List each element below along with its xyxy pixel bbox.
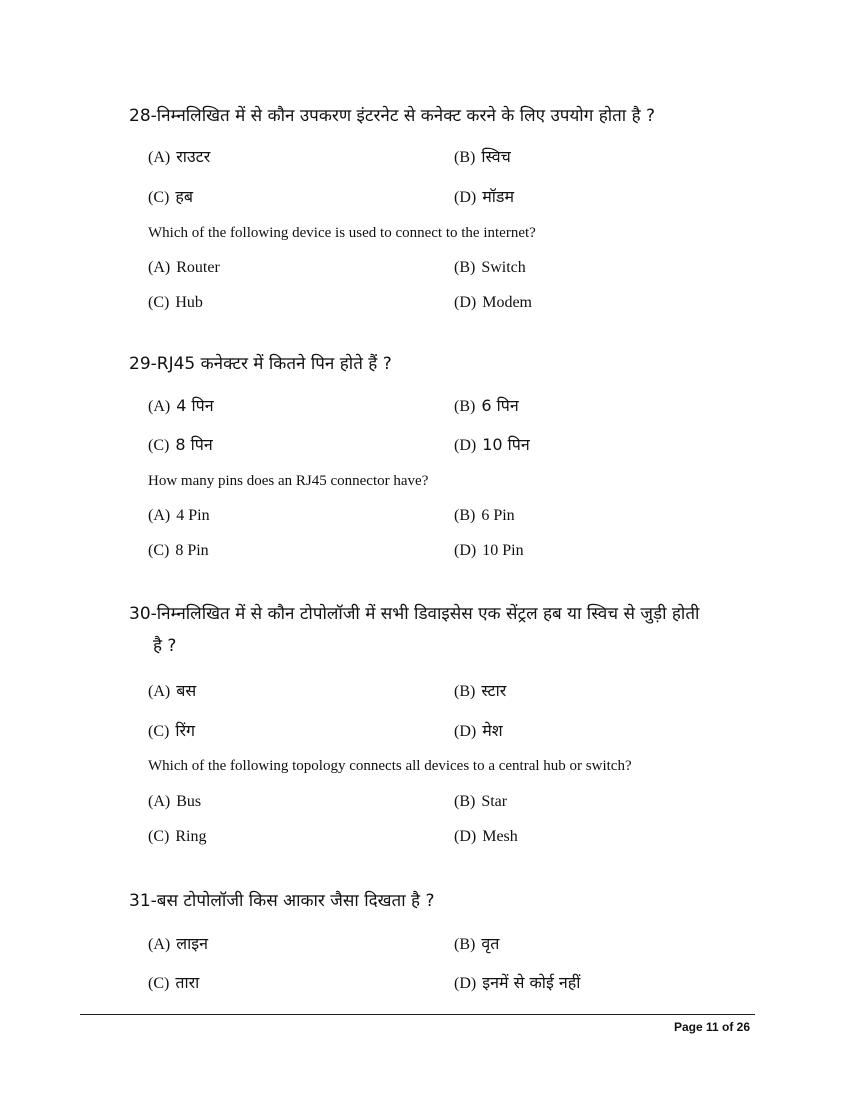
question-28-english: Which of the following device is used to connect to the internet?	[148, 225, 536, 241]
q30-hindi-option-a: (A) बस	[148, 681, 197, 700]
question-29-hindi: 29-RJ45 कनेक्टर में कितने पिन होते हैं ?	[129, 354, 392, 374]
q28-hindi-option-d: (D) मॉडम	[454, 187, 515, 206]
q29-english-option-d: (D) 10 Pin	[454, 542, 524, 559]
question-28-hindi: 28-निम्नलिखित में से कौन उपकरण इंटरनेट से कनेक्ट करने के लिए उपयोग होता है ?	[129, 106, 656, 126]
q28-english-option-a: (A) Router	[148, 259, 220, 276]
q30-english-option-c: (C) Ring	[148, 828, 207, 845]
question-30-hindi-line1: 30-निम्नलिखित में से कौन टोपोलॉजी में सभी डिवाइसेस एक सेंट्रल हब या स्विच से जुड़ी होती	[129, 604, 700, 624]
q30-english-option-d: (D) Mesh	[454, 828, 518, 845]
q31-hindi-option-b: (B) वृत	[454, 934, 500, 953]
q29-english-option-c: (C) 8 Pin	[148, 542, 209, 559]
q29-english-option-b: (B) 6 Pin	[454, 507, 515, 524]
footer-divider	[80, 1014, 755, 1015]
q29-hindi-option-b: (B) 6 पिन	[454, 396, 519, 415]
question-31-hindi: 31-बस टोपोलॉजी किस आकार जैसा दिखता है ?	[129, 891, 435, 911]
q31-hindi-option-a: (A) लाइन	[148, 934, 208, 953]
question-30-hindi	[129, 598, 759, 662]
question-30-hindi-line2: है ?	[153, 636, 177, 656]
q30-hindi-option-d: (D) मेश	[454, 721, 503, 740]
q29-hindi-option-a: (A) 4 पिन	[148, 396, 214, 415]
q29-english-option-a: (A) 4 Pin	[148, 507, 210, 524]
q30-english-option-a: (A) Bus	[148, 793, 202, 810]
question-30-english: Which of the following topology connects all devices to a central hub or switch?	[148, 758, 632, 774]
q31-hindi-option-c: (C) तारा	[148, 973, 200, 992]
q28-hindi-option-b: (B) स्विच	[454, 147, 511, 166]
q30-english-option-b: (B) Star	[454, 793, 508, 810]
page-number: Page 11 of 26	[673, 1020, 750, 1034]
q30-hindi-option-c: (C) रिंग	[148, 721, 196, 740]
q28-hindi-option-c: (C) हब	[148, 187, 193, 206]
q28-english-option-c: (C) Hub	[148, 294, 203, 311]
q28-english-option-b: (B) Switch	[454, 259, 526, 276]
question-29-english: How many pins does an RJ45 connector have?	[148, 473, 429, 489]
q31-hindi-option-d: (D) इनमें से कोई नहीं	[454, 973, 581, 992]
q29-hindi-option-c: (C) 8 पिन	[148, 435, 213, 454]
q30-hindi-option-b: (B) स्टार	[454, 681, 507, 700]
q28-english-option-d: (D) Modem	[454, 294, 532, 311]
q28-hindi-option-a: (A) राउटर	[148, 147, 211, 166]
q29-hindi-option-d: (D) 10 पिन	[454, 435, 530, 454]
